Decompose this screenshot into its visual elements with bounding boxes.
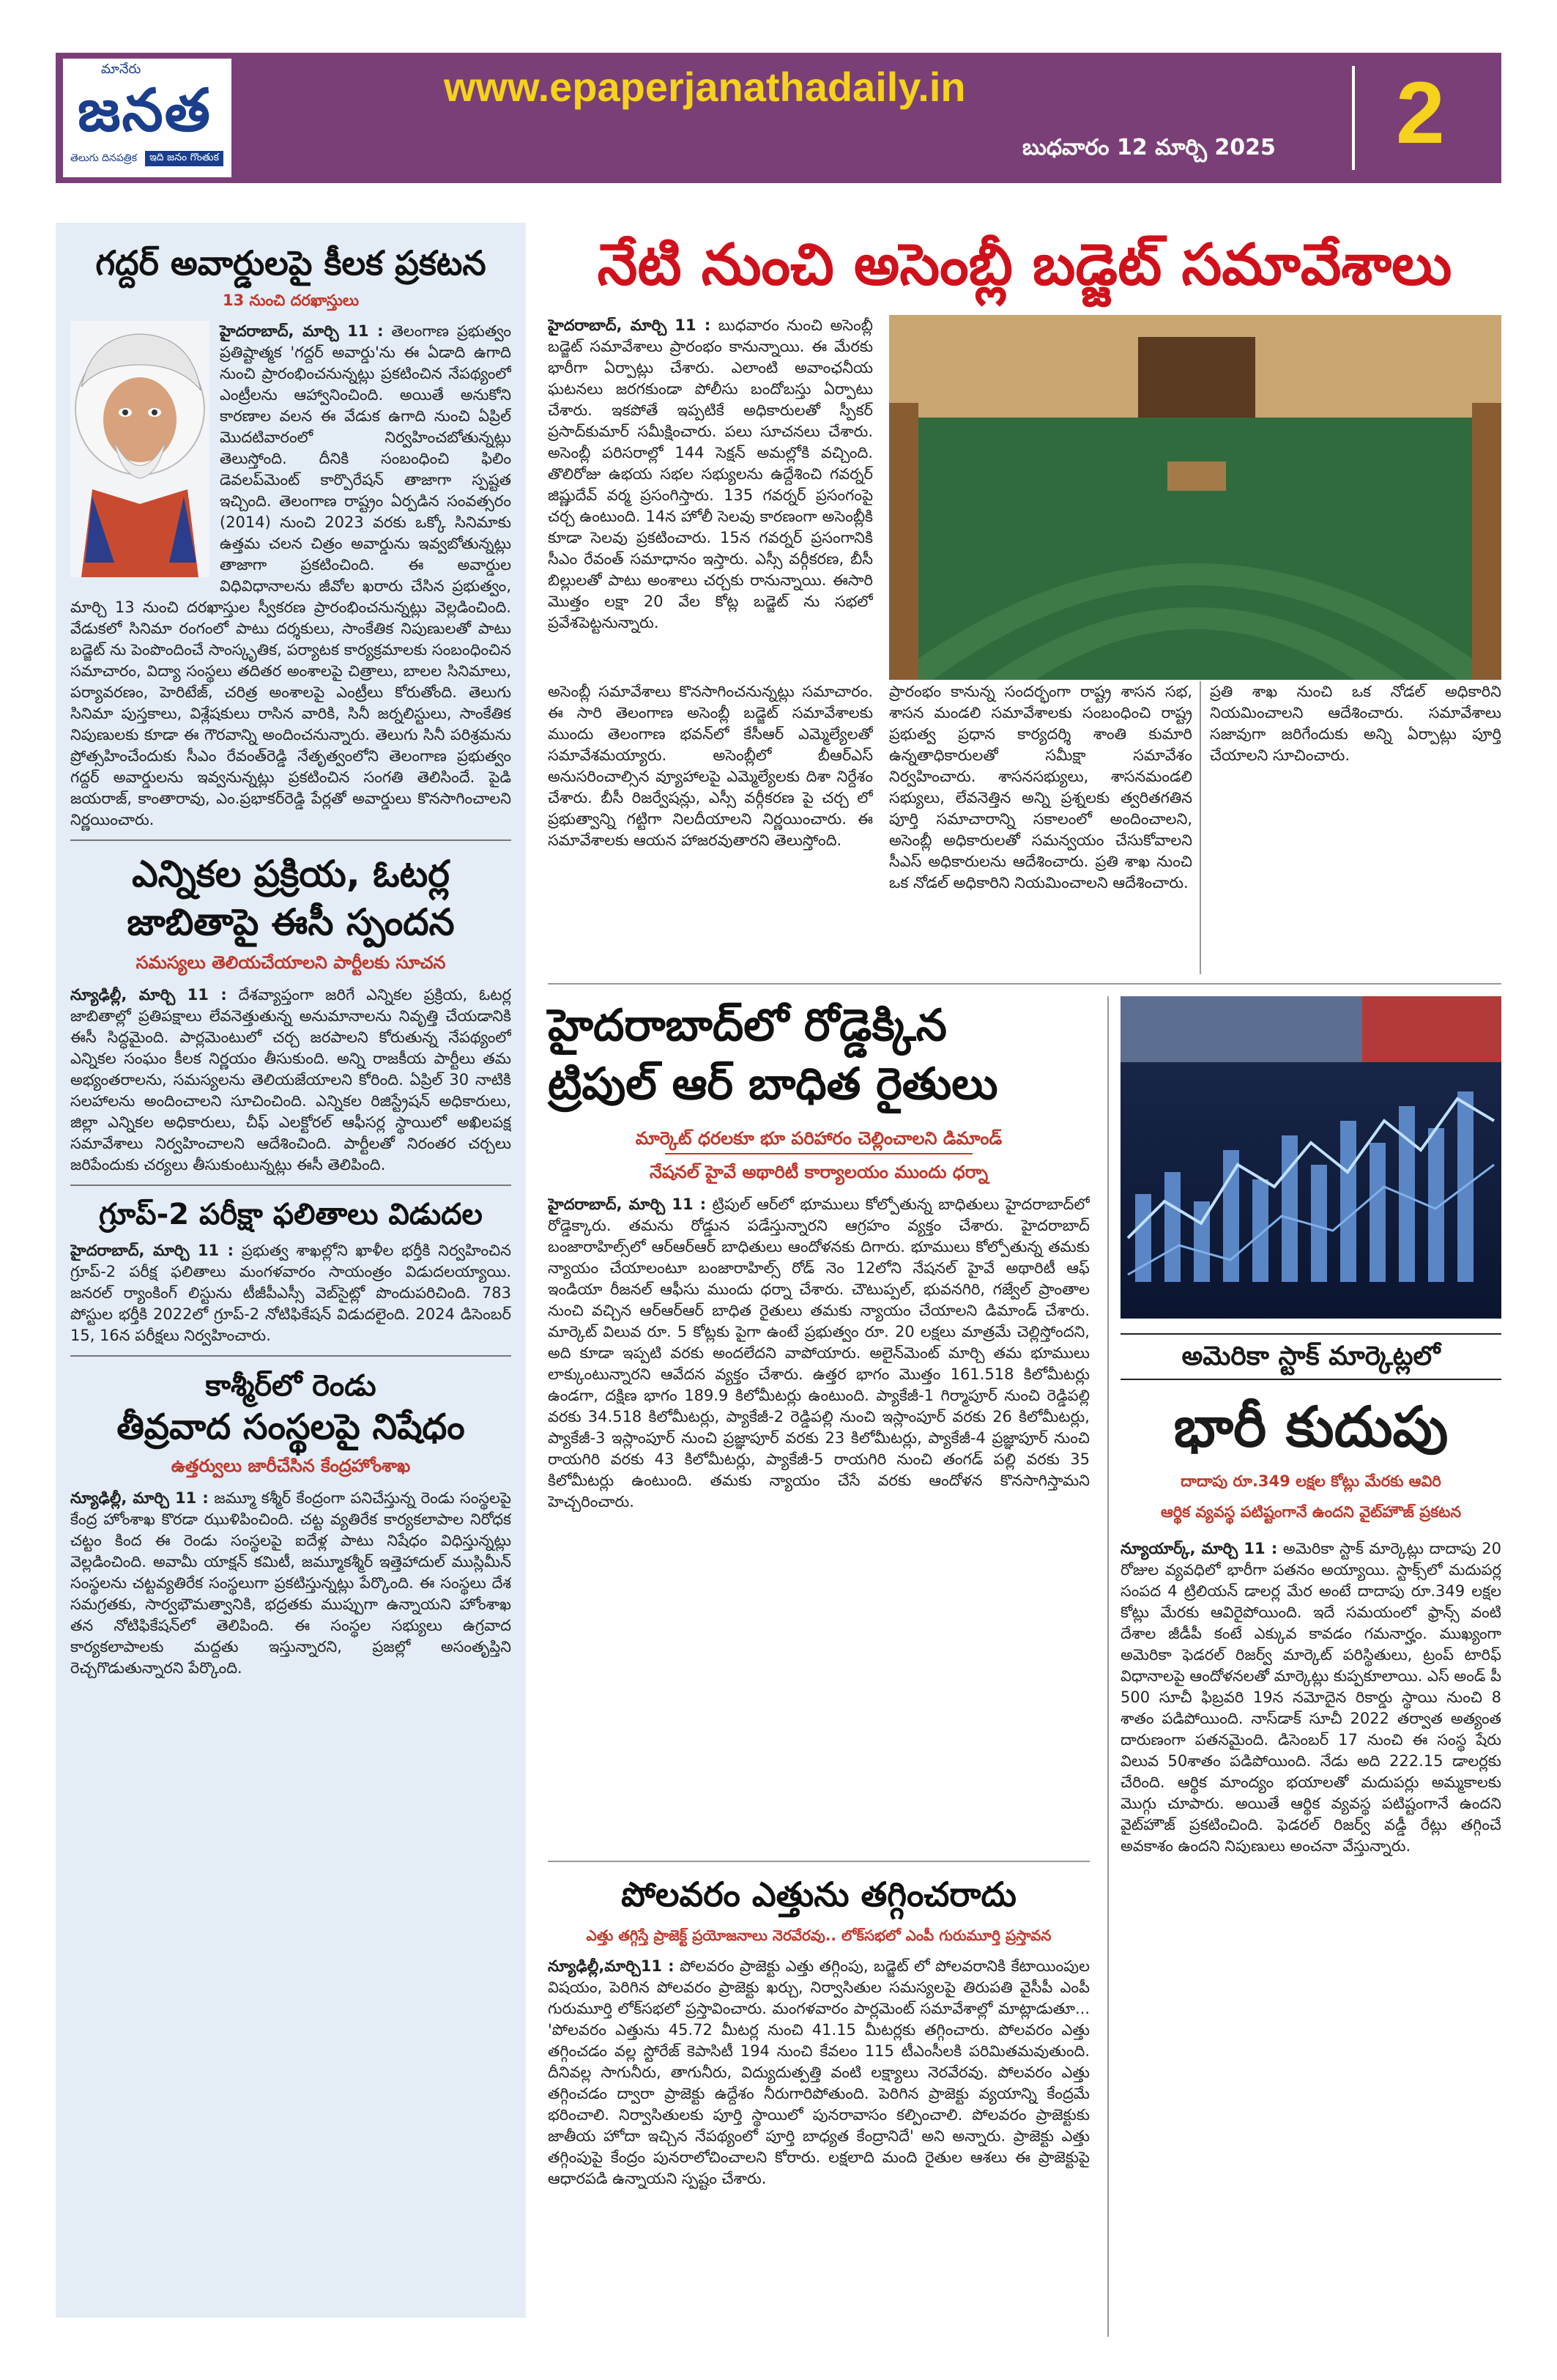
- masthead: [56, 53, 1501, 183]
- farmers-body: ట్రిపుల్ ఆర్‌లో భూములు కోల్పోతున్న బాధితులు హైదరాబాద్‌లో రోడ్డెక్కారు. తమను రోడ్డున పడేస్తున్నారని ఆగ్రహం వ్యక్తం చేశారు. హైదరాబాద్ బంజారాహిల్స్‌లో ఆర్ఆర్ఆర్ బాధితులు ఆందోళనకు దిగారు. భూములు కోల్పోతున్న తమకు న్యాయం చేయాలంటూ బంజారాహిల్స్ రోడ్ నెం 12లోని నేషనల్ హైవే అథారిటీ ఆఫ్ ఇండియా రీజనల్ ఆఫీసు ముందు ధర్నా చేశారు. చౌటుప్పల్, భువనగిరి, గజ్వేల్ ప్రాంతాల నుంచి వచ్చిన ఆర్ఆర్ఆర్ బాధిత రైతులు తమకు న్యాయం చేయాలని డిమాండ్ చేశారు. మార్కెట్ విలువ రూ. 5 కోట్లకు పైగా ఉంటే ప్రభుత్వం రూ. 20 లక్షలు మాత్రమే చెల్లిస్తోందని, అది కూడా ఇప్పటి వరకు అందలేదని వాపోయారు. అలైన్‌మెంట్ మార్చి తమ భూములు లాక్కుంటున్నారని ఆవేదన వ్యక్తం చేశారు. ఉత్తర భాగం మొత్తం 161.518 కిలోమీటర్లు ఉండగా, దక్షిణ భాగం 189.9 కిలోమీటర్లు ఉంటుంది. ప్యాకేజీ-1 గిర్మాపూర్ నుంచి రెడ్డిపల్లి వరకు 34.518 కిలోమీటర్లు, ప్యాకేజీ-2 రెడ్డిపల్లి నుంచి ఇస్లాంపూర్ వరకు 26 కిలోమీటర్లు, ప్యాకేజీ-3 ఇస్లాంపూర్ నుంచి ప్రజ్ఞాపూర్ వరకు 23 కిలోమీటర్లు, ప్యాకేజీ-4 ప్రజ్ఞాపూర్ నుంచి రాయగిరి వరకు 43 కిలోమీటర్లు, ప్యాకేజీ-5 రాయగిరి నుంచి తంగడ్ పల్లి వరకు 35 కిలోమీటర్లు ఉంటుంది. తమకు న్యాయం చేసే వరకు ఆందోళన కొనసాగిస్తామని హెచ్చరించారు.: [548, 1195, 1090, 1510]
- polavaram-subheadline: ఎత్తు తగ్గిస్తే ప్రాజెక్ట్ ప్రయోజనాలు నెరవేరవు.. లోక్‌సభలో ఎంపీ గురుమూర్తి ప్రస్తావన: [586, 1927, 1052, 1944]
- elections-subheadline: సమస్యలు తెలియచేయాలని పార్టీలకు సూచన: [135, 952, 446, 973]
- kashmir-body: జమ్మూ కశ్మీర్ కేంద్రంగా పనిచేస్తున్న రెండు సంస్థలపై కేంద్ర హోంశాఖ కొరడా ఝుళిపించింది. చట్ట వ్యతిరేక కార్యకలాపాల నిరోధక చట్టం కింద ఈ రెండు సంస్థలపై ఐదేళ్ల పాటు నిషేధం విధిస్తున్నట్లు వెల్లడించింది. అవామీ యాక్షన్ కమిటీ, జమ్మూకశ్మీర్ ఇత్తెహాదుల్ ముస్లిమీన్ సంస్థలను చట్టవ్యతిరేక సంస్థలుగా ప్రకటిస్తున్నట్లు పేర్కొంది. ఈ సంస్థలు దేశ సమగ్రతకు, సార్వభౌమత్వానికి, భద్రతకు ముప్పుగా ఉన్నాయని హోంశాఖ తన నోటిఫికేషన్‌లో తెలిపింది. ఈ సంస్థల సభ్యులు ఉగ్రవాద కార్యకలాపాలకు మద్దతు ఇస్తున్నారని, ప్రజల్లో అసంతృప్తిని రెచ్చగొడుతున్నారని పేర్కొంది.: [70, 1489, 511, 1677]
- stocks-subheadline-1: దాదాపు రూ.349 లక్షల కోట్లు మేరకు ఆవిరి: [1181, 1472, 1441, 1490]
- right-area: [548, 220, 1501, 2344]
- polavaram-headline: పోలవరం ఎత్తును తగ్గించరాదు: [621, 1875, 1017, 1914]
- stocks-headline-line-2: భారీ కుదుపు: [1173, 1394, 1449, 1459]
- page-number: 2: [1396, 64, 1445, 162]
- divider: [70, 1185, 511, 1186]
- farmers-headline-line-2: ట్రిపుల్ ఆర్ బాధిత రైతులు: [548, 1059, 998, 1110]
- divider: [70, 839, 511, 841]
- logo-small-text: మానేరు: [101, 62, 141, 77]
- gaddar-dateline: హైదరాబాద్, మార్చి 11 :: [220, 322, 384, 340]
- farmers-headline: [548, 996, 1090, 1113]
- assembly-body-3: ప్రారంభం కానున్న సందర్భంగా రాష్ట్ర శాసన సభ, శాసన మండలి సమావేశాలకు సంబంధించి రాష్ట్ర ప్రభుత్వ ప్రధాన కార్యదర్శి శాంతి కుమారి ఉన్నతాధికారులతో సమీక్షా సమావేశం నిర్వహించారు. శాసనసభ్యులు, శాసనమండలి సభ్యులు, లేవనెత్తిన అన్ని ప్రశ్నలకు త్వరితగతిన పూర్తి సమాచారాన్ని సకాలంలో అందించాలని, అసెంబ్లీ అధికారులతో సమన్వయం చేసుకోవాలని సీఎస్ అధికారులను ఆదేశించారు. ప్రతి శాఖ నుంచి ఒక నోడల్ అధికారిని నియమించాలని ఆదేశించారు.: [889, 683, 1192, 891]
- left-column: [56, 223, 526, 2318]
- site-url[interactable]: www.epaperjanathadaily.in: [444, 64, 966, 110]
- logo-text: జనత: [78, 76, 212, 144]
- farmers-dateline: హైదరాబాద్, మార్చి 11 :: [548, 1195, 707, 1213]
- elections-headline-line-1: ఎన్నికల ప్రక్రియ, ఓటర్ల: [132, 853, 450, 895]
- assembly-headline: నేటి నుంచి అసెంబ్లీ బడ్జెట్ సమావేశాలు: [597, 232, 1452, 298]
- farmers-subheadline-1: మార్కెట్ ధరలకూ భూ పరిహారం చెల్లించాలని డిమాండ్: [635, 1128, 1003, 1149]
- gaddar-body: తెలంగాణ ప్రభుత్వం ప్రతిష్టాత్మక 'గద్దర్ అవార్డు'ను ఈ ఏడాది ఉగాది నుంచి ప్రారంభించనున్నట్లు ప్రకటించిన నేపథ్యంలో ఎంట్రీలను ఆహ్వానించింది. అయితే అనుకోని కారణాల వలన ఈ వేడుక ఉగాది నుంచి ఏప్రిల్ మొదటివారంలో నిర్వహించబోతున్నట్లు తెలుస్తోంది. దీనికి సంబంధించి ఫిలిం డెవలప్‌మెంట్ కార్పొరేషన్ తాజాగా స్పష్టత ఇచ్చింది. తెలంగాణ రాష్ట్రం ఏర్పడిన సంవత్సరం (2014) నుంచి 2023 వరకు ఒక్కో సినిమాకు ఉత్తమ చలన చిత్రం అవార్డును ఇవ్వబోతున్నట్లు తాజాగా ప్రకటించింది. ఈ అవార్డుల విధివిధానాలను జీవోల ఖరారు చేసిన ప్రభుత్వం, మార్చి 13 నుంచి దరఖాస్తుల స్వీకరణ ప్రారంభించనున్నట్లు వెల్లడించింది. వేడుకలో సినిమా రంగంలో పాటు దర్శకులు, సాంకేతిక నిపుణులతో పాటు బడ్జెట్ ను పెంపొందించే సాంస్కృతిక, పర్యాటక కార్యక్రమాలకు సంబంధించిన సమాచారం, విద్యా సంస్థలు తదితర అంశాలపై చిత్రాలు, బాలల సినిమాలు, పర్యావరణం, హెరిటేజ్, చరిత్ర అంశాలపై ఎంట్రీలు కోరుతోంది. తెలుగు సినిమా పుస్తకాలు, విశ్లేషకులు రాసిన వారికి, సినీ జర్నలిస్టులు, సాంకేతిక నిపుణులకు కూడా ఈ గౌరవాన్ని అందించనున్నారు. తెలుగు సినీ పరిశ్రమను ప్రోత్సహించేందుకు సీఎం రేవంత్‌రెడ్డి నేతృత్వంలోని తెలంగాణ ప్రభుత్వం గద్దర్ అవార్డులను ఇవ్వనున్నట్లు ప్రకటించిన సంగతి తెలిసిందే. పైడి జయరాజ్, కాంతారావు, ఎం.ప్రభాకర్‌రెడ్డి పేర్లతో అవార్డులు కొనసాగించాలని నిర్ణయించారు.: [70, 322, 511, 828]
- assembly-body-3-continued: ప్రతి శాఖ నుంచి ఒక నోడల్ అధికారిని నియమించాలని ఆదేశించారు. సమావేశాలు సజావుగా జరిగేందుకు అన్ని ఏర్పాట్లు పూర్తి చేయాలని సూచించారు.: [1210, 683, 1501, 764]
- logo: [63, 59, 231, 177]
- elections-headline-line-2: జాబితాపై ఈసీ స్పందన: [127, 901, 455, 944]
- kashmir-subheadline: ఉత్తర్వులు జారీచేసిన కేంద్రహోంశాఖ: [171, 1456, 411, 1476]
- logo-tagline-2: ఇది జనం గొంతుక: [145, 151, 223, 166]
- stocks-body: అమెరికా స్టాక్ మార్కెట్లు దాదాపు 20 రోజుల వ్యవధిలో భారీగా పతనం అయ్యాయి. స్టాక్స్‌లో మదుపర్ల సంపద 4 ట్రిలియన్ డాలర్ల మేర అంటే దాదాపు రూ.349 లక్షల కోట్లు మేరకు ఆవిరైపోయింది. ఇదే సమయంలో ఫ్రాన్స్ వంటి దేశాల జీడీపీ కంటే ఎక్కువ కావడం గమనార్హం. ముఖ్యంగా అమెరికా ఫెడరల్ రిజర్వ్ మార్కెట్ పరిస్థితులు, ట్రంప్ టారిఫ్ విధానాలపై ఆందోళనలతో మార్కెట్లు కుప్పకూలాయి. ఎస్ అండ్ పీ 500 సూచీ ఫిబ్రవరి 19న నమోదైన రికార్డు స్థాయి నుంచి 8 శాతం పడిపోయింది. నాస్‌డాక్ సూచీ 2022 తర్వాత అత్యంత దారుణంగా పతనమైంది. డిసెంబర్ 17 నుంచి ఈ సంస్థ షేరు విలువ 50శాతం పడిపోయింది. నేడు అది 222.15 డాలర్లకు చేరింది. ఆర్థిక మాంద్యం భయాలతో మదుపర్లు అమ్మకాలకు మొగ్గు చూపారు. అయితే ఆర్థిక వ్యవస్థ పటిష్టంగానే ఉందని వైట్‌హౌజ్ ప్రకటించింది. ఫెడరల్ రిజర్వ్ వడ్డీ రేట్లు తగ్గించే అవకాశం ఉందని నిపుణులు అంచనా వేస్తున్నారు.: [1121, 1540, 1501, 1855]
- elections-body: దేశవ్యాప్తంగా జరిగే ఎన్నికల ప్రక్రియ, ఓటర్ల జాబితాల్లో ప్రతిపక్షాలు లేవనెత్తుతున్న అనుమానాలను నివృత్తి చేయడానికి ఈసీ సిద్ధమైంది. పార్లమెంటులో చర్చ జరపాలని కోరుతున్న నేపథ్యంలో ఎన్నికల సంఘం కీలక నిర్ణయం తీసుకుంది. అన్ని రాజకీయ పార్టీలు తమ అభ్యంతరాలను, సమస్యలను తెలియజేయాలని కోరింది. ఏప్రిల్ 30 నాటికి సలహాలను అందించాలని సూచించింది. ఎన్నికల రిజిస్ట్రేషన్ అధికారులు, జిల్లా ఎన్నికల అధికారులు, చీఫ్ ఎలక్టోరల్ ఆఫీసర్ల స్థాయిలో అఖిలపక్ష సమావేశాలు నిర్వహించాలని ఆదేశించింది. పార్టీలతో నిరంతర చర్చలు జరిపేందుకు చర్యలు తీసుకుంటున్నట్లు ఈసీ తెలిపింది.: [70, 986, 511, 1174]
- farmers-headline-line-1: హైదరాబాద్‌లో రోడ్డెక్కిన: [548, 1000, 947, 1051]
- stocks-subheadline-2: ఆర్థిక వ్యవస్థ పటిష్టంగానే ఉందని వైట్‌హౌజ్ ప్రకటన: [1160, 1503, 1462, 1521]
- stocks-headline-line-1: అమెరికా స్టాక్ మార్కెట్లలో: [1181, 1341, 1441, 1371]
- kashmir-headline-line-2: తీవ్రవాద సంస్థలపై నిషేధం: [116, 1406, 465, 1447]
- stock-market-photo: [1121, 996, 1501, 1319]
- elections-dateline: న్యూఢిల్లీ, మార్చి 11 :: [70, 986, 227, 1004]
- group2-headline: గ్రూప్-2 పరీక్షా ఫలితాలు విడుదల: [99, 1198, 483, 1231]
- divider: [70, 1355, 511, 1357]
- assembly-dateline: హైదరాబాద్, మార్చి 11 :: [548, 316, 711, 334]
- divider: [548, 1861, 1090, 1862]
- farmers-subheadline-2: నేషనల్ హైవే అథారిటీ కార్యాలయం ముందు ధర్నా: [649, 1162, 989, 1182]
- polavaram-body: పోలవరం ప్రాజెక్టు ఎత్తు తగ్గింపు, బడ్జెట్ లో పోలవరానికి కేటాయింపుల విషయం, పెరిగిన పోలవరం ప్రాజెక్టు ఖర్చు, నిర్వాసితుల సమస్యలపై తిరుపతి వైసీపీ ఎంపీ గురుమూర్తి లోక్‌సభలో ప్రస్తావించారు. మంగళవారం పార్లమెంట్ సమావేశాల్లో మాట్లాడుతూ... 'పోలవరం ఎత్తును 45.72 మీటర్ల నుంచి 41.15 మీటర్లకు తగ్గించారు. పోలవరం ఎత్తు తగ్గించడం వల్ల స్టోరేజ్ కెపాసిటీ 194 నుంచి కేవలం 115 టీఎంసీలకి పరిమితమవుతుంది. దీనివల్ల సాగునీరు, తాగునీరు, విద్యుదుత్పత్తి వంటి లక్ష్యాలు నెరవేరవు. పోలవరం ఎత్తు తగ్గించడం ద్వారా ప్రాజెక్టు ఉద్దేశం నీరుగారిపోతుంది. పెరిగిన ప్రాజెక్టు వ్యయాన్ని కేంద్రమే భరించాలి. నిర్వాసితులకు పూర్తి స్థాయిలో పునరావాసం కల్పించాలి. పోలవరం ప్రాజెక్టుకు జాతీయ హోదా ఇచ్చిన నేపథ్యంలో పూర్తి బాధ్యత కేంద్రానిదే' అని అన్నారు. ప్రాజెక్టు ఎత్తు తగ్గింపుపై కేంద్రం పునరాలోచించాలని కోరారు. లక్షలాది మంది రైతుల ఆశలు ఈ ప్రాజెక్టుపై ఆధారపడి ఉన్నాయని స్పష్టం చేశారు.: [548, 1957, 1090, 2187]
- column-rule: [1107, 996, 1109, 2337]
- divider: [548, 983, 1501, 985]
- stocks-headline: [1121, 1333, 1501, 1380]
- kashmir-dateline: న్యూఢిల్లీ, మార్చి 11 :: [70, 1489, 209, 1507]
- assembly-photo: [889, 315, 1501, 680]
- gaddar-portrait: [70, 321, 209, 577]
- assembly-body-2: అసెంబ్లీ సమావేశాలు కొనసాగించనున్నట్లు సమాచారం. ఈ సారి తెలంగాణ అసెంబ్లీ బడ్జెట్ సమావేశాలకు ముందు తెలంగాణ భవన్‌లో కేసీఆర్ ఎమ్మెల్యేలతో సమావేశమయ్యారు. అసెంబ్లీలో బీఆర్ఎస్ అనుసరించాల్సిన వ్యూహాలపై ఎమ్మెల్యేలకు దిశా నిర్దేశం చేశారు. బీసీ రిజర్వేషన్లు, ఎస్సీ వర్గీకరణ పై చర్చ లో ప్రభుత్వాన్ని గట్టిగా నిలదీయాలని నిర్ణయించారు. ఈ సమావేశాలకు ఆయన హాజరవుతారని తెలుస్తోంది.: [548, 683, 873, 849]
- stocks-dateline: న్యూయార్క్, మార్చి 11 :: [1121, 1540, 1278, 1557]
- kashmir-headline: [70, 1365, 511, 1450]
- assembly-body-1: బుధవారం నుంచి అసెంబ్లీ బడ్జెట్ సమావేశాలు ప్రారంభం కానున్నాయి. ఈ మేరకు భారీగా ఏర్పాట్లు చేశారు. ఎలాంటి అవాంఛనీయ ఘటనలు జరగకుండా పోలీసు బందోబస్తు ఏర్పాటు చేశారు. ఇకపోతే ఇప్పటికే అధికారులతో స్పీకర్ ప్రసాద్‌కుమార్ సమీక్షించారు. పలు సూచనలు చేశారు. అసెంబ్లీ పరిసరాల్లో 144 సెక్షన్ అమల్లోకి వచ్చింది. తొలిరోజు ఉభయ సభల సభ్యులను ఉద్దేశించి గవర్నర్ జిష్ణుదేవ్ వర్మ ప్రసంగిస్తారు. 135 గవర్నర్ ప్రసంగంపై చర్చ ఉంటుంది. 14న హోలీ సెలవు కారణంగా అసెంబ్లీకి కూడా సెలవు ప్రకటించారు. 15న గవర్నర్ ప్రసంగానికి సీఎం రేవంత్ సమాధానం ఇస్తారు. ఎస్సీ వర్గీకరణ, బీసీ బిల్లులతో పాటు అంశాలు చర్చకు రానున్నాయి. ఈసారి మొత్తం లక్షా 20 వేల కోట్ల బడ్జెట్ ను సభలో ప్రవేశపెట్టనున్నారు.: [548, 316, 873, 631]
- group2-dateline: హైదరాబాద్, మార్చి 11 :: [70, 1242, 234, 1259]
- column-rule: [1200, 681, 1201, 974]
- polavaram-dateline: న్యూఢిల్లీ,మార్చి11 :: [548, 1957, 675, 1975]
- kashmir-headline-line-1: కాశ్మీర్‌లో రెండు: [205, 1369, 376, 1403]
- group2-body: ప్రభుత్వ శాఖల్లోని ఖాళీల భర్తీకి నిర్వహించిన గ్రూప్-2 పరీక్ష ఫలితాలు మంగళవారం సాయంత్రం విడుదలయ్యాయి. జనరల్ ర్యాంకింగ్ లిస్టును టీజీపీఎస్సీ వెబ్‌సైట్లో పొందుపరిచింది. 783 పోస్టుల భర్తీకి 2022లో గ్రూప్-2 నోటిఫికేషన్ విడుదలైంది. 2024 డిసెంబర్ 15, 16న పరీక్షలు నిర్వహించారు.: [70, 1242, 511, 1344]
- edition-date: బుధవారం 12 మార్చి 2025: [1022, 135, 1276, 160]
- gaddar-headline: గద్దర్ అవార్డులపై కీలక ప్రకటన: [95, 243, 486, 283]
- elections-headline: [70, 850, 511, 946]
- logo-tagline: తెలుగు దినపత్రిక: [70, 152, 138, 164]
- gaddar-subheadline: 13 నుంచి దరఖాస్తులు: [223, 292, 359, 309]
- divider: [665, 1153, 973, 1154]
- masthead-divider: [1352, 66, 1355, 170]
